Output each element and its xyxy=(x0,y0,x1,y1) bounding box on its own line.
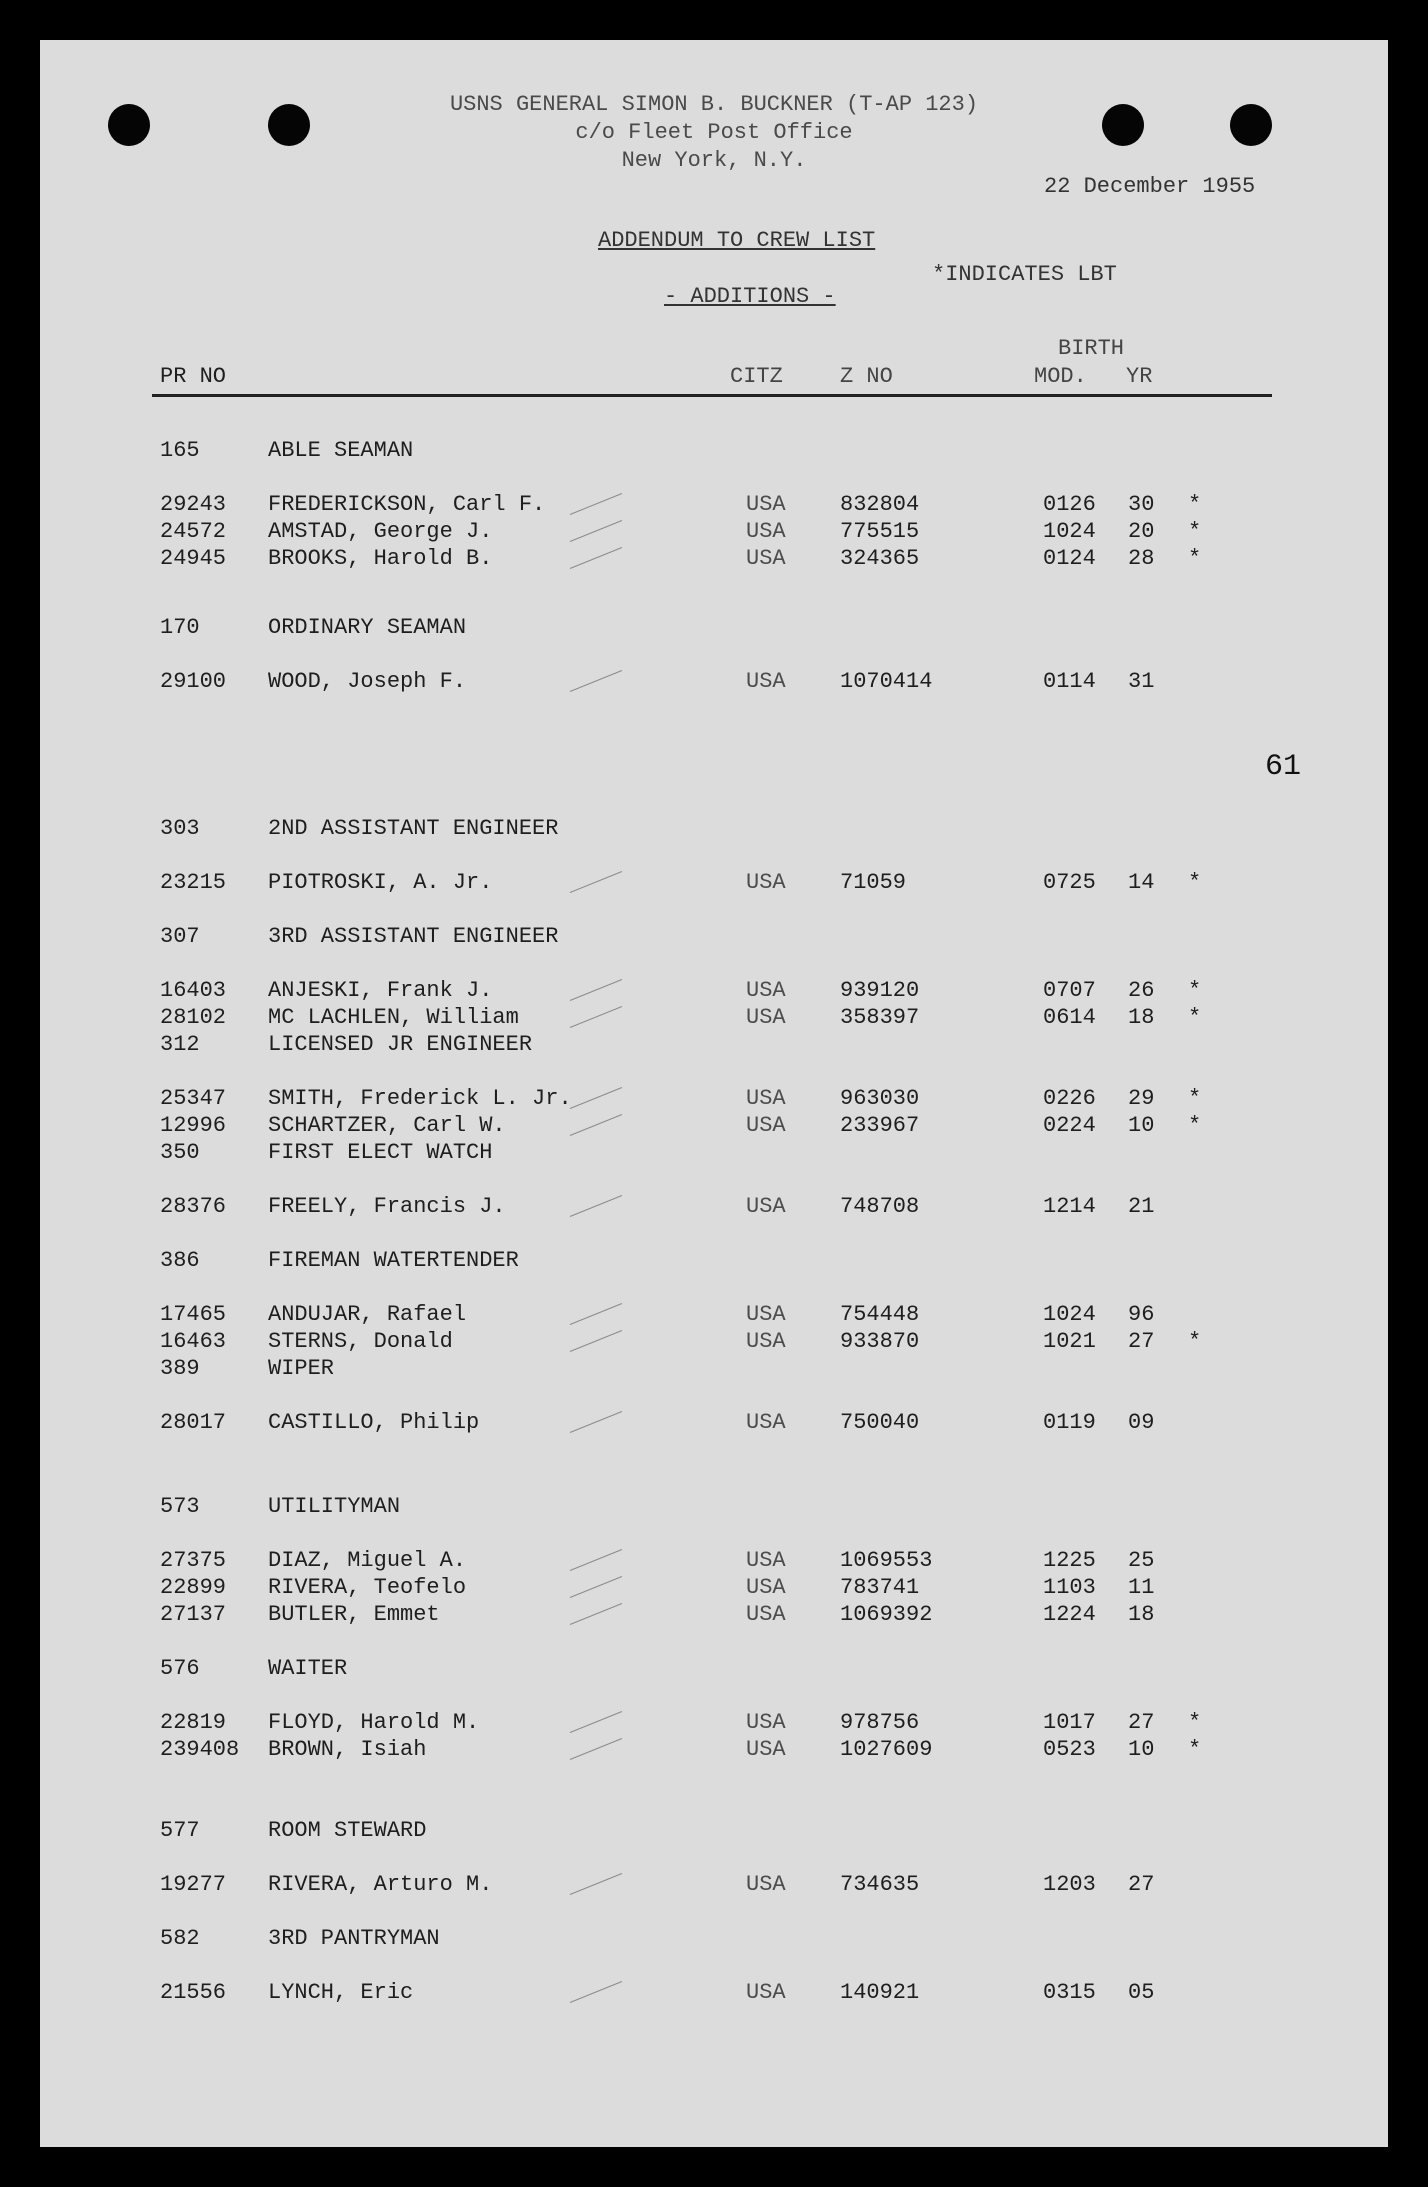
lbt-mark: * xyxy=(1188,519,1202,544)
section-title: FIRST ELECT WATCH xyxy=(268,1140,493,1165)
lbt-mark: * xyxy=(1188,978,1202,1003)
citizenship: USA xyxy=(746,519,786,544)
crew-row xyxy=(40,1113,1388,1141)
col-header-mod: MOD. xyxy=(1034,364,1087,389)
birth-yr: 20 xyxy=(1128,519,1155,544)
citizenship: USA xyxy=(746,1302,786,1327)
pencil-check-mark xyxy=(570,1114,622,1136)
pencil-check-mark xyxy=(570,1873,622,1895)
pencil-check-mark xyxy=(570,1603,622,1625)
citizenship: USA xyxy=(746,546,786,571)
birth-mod: 0119 xyxy=(1043,1410,1096,1435)
birth-yr: 26 xyxy=(1128,978,1155,1003)
section-header xyxy=(40,615,1388,643)
citizenship: USA xyxy=(746,1086,786,1111)
citizenship: USA xyxy=(746,1194,786,1219)
crew-name: WOOD, Joseph F. xyxy=(268,669,467,694)
birth-yr: 05 xyxy=(1128,1980,1155,2005)
birth-mod: 1103 xyxy=(1043,1575,1096,1600)
pr-number: 24572 xyxy=(160,519,227,544)
ship-line: USNS GENERAL SIMON B. BUCKNER (T-AP 123) xyxy=(449,92,979,117)
section-header xyxy=(40,1494,1388,1522)
section-header xyxy=(40,1656,1388,1684)
crew-name: BUTLER, Emmet xyxy=(268,1602,440,1627)
section-header xyxy=(40,1818,1388,1846)
section-title: 3RD ASSISTANT ENGINEER xyxy=(268,924,559,949)
citizenship: USA xyxy=(746,1980,786,2005)
section-code: 350 xyxy=(160,1140,200,1165)
birth-mod: 0124 xyxy=(1043,546,1096,571)
pencil-check-mark xyxy=(570,1330,622,1352)
pencil-check-mark xyxy=(570,520,622,542)
lbt-mark: * xyxy=(1188,492,1202,517)
z-number: 933870 xyxy=(840,1329,920,1354)
section-code: 303 xyxy=(160,816,200,841)
section-title: ROOM STEWARD xyxy=(268,1818,427,1843)
section-title: WIPER xyxy=(268,1356,335,1381)
birth-yr: 31 xyxy=(1128,669,1155,694)
section-title: 2ND ASSISTANT ENGINEER xyxy=(268,816,559,841)
citizenship: USA xyxy=(746,1548,786,1573)
z-number: 1070414 xyxy=(840,669,933,694)
crew-row xyxy=(40,1005,1388,1033)
header-rule xyxy=(152,394,1272,397)
col-header-yr: YR xyxy=(1126,364,1153,389)
crew-name: BROOKS, Harold B. xyxy=(268,546,493,571)
pr-number: 28376 xyxy=(160,1194,227,1219)
section-title: FIREMAN WATERTENDER xyxy=(268,1248,519,1273)
section-code: 170 xyxy=(160,615,200,640)
z-number: 783741 xyxy=(840,1575,920,1600)
citizenship: USA xyxy=(746,1410,786,1435)
z-number: 750040 xyxy=(840,1410,920,1435)
z-number: 963030 xyxy=(840,1086,920,1111)
birth-yr: 21 xyxy=(1128,1194,1155,1219)
section-code: 576 xyxy=(160,1656,200,1681)
birth-yr: 14 xyxy=(1128,870,1155,895)
birth-yr: 10 xyxy=(1128,1113,1155,1138)
crew-row xyxy=(40,1329,1388,1357)
birth-yr: 96 xyxy=(1128,1302,1155,1327)
crew-row xyxy=(40,870,1388,898)
section-title: 3RD PANTRYMAN xyxy=(268,1926,440,1951)
crew-row xyxy=(40,1410,1388,1438)
crew-name: LYNCH, Eric xyxy=(268,1980,414,2005)
z-number: 939120 xyxy=(840,978,920,1003)
crew-name: STERNS, Donald xyxy=(268,1329,453,1354)
pr-number: 27375 xyxy=(160,1548,227,1573)
pencil-check-mark xyxy=(570,493,622,515)
crew-name: CASTILLO, Philip xyxy=(268,1410,480,1435)
pr-number: 29243 xyxy=(160,492,227,517)
birth-mod: 1017 xyxy=(1043,1710,1096,1735)
page-number: 61 xyxy=(1265,750,1302,784)
section-title: LICENSED JR ENGINEER xyxy=(268,1032,533,1057)
section-code: 389 xyxy=(160,1356,200,1381)
crew-name: SCHARTZER, Carl W. xyxy=(268,1113,506,1138)
citizenship: USA xyxy=(746,1113,786,1138)
crew-name: AMSTAD, George J. xyxy=(268,519,493,544)
pr-number: 23215 xyxy=(160,870,227,895)
citizenship: USA xyxy=(746,669,786,694)
pr-number: 12996 xyxy=(160,1113,227,1138)
section-title: UTILITYMAN xyxy=(268,1494,401,1519)
pr-number: 16463 xyxy=(160,1329,227,1354)
crew-row xyxy=(40,1575,1388,1603)
citizenship: USA xyxy=(746,1710,786,1735)
pencil-check-mark xyxy=(570,547,622,569)
birth-yr: 29 xyxy=(1128,1086,1155,1111)
z-number: 1069392 xyxy=(840,1602,933,1627)
crew-row xyxy=(40,669,1388,697)
pr-number: 24945 xyxy=(160,546,227,571)
section-header xyxy=(40,438,1388,466)
citizenship: USA xyxy=(746,492,786,517)
z-number: 748708 xyxy=(840,1194,920,1219)
section-code: 577 xyxy=(160,1818,200,1843)
citizenship: USA xyxy=(746,1005,786,1030)
pencil-check-mark xyxy=(570,1195,622,1217)
z-number: 978756 xyxy=(840,1710,920,1735)
birth-mod: 0114 xyxy=(1043,669,1096,694)
pr-number: 28102 xyxy=(160,1005,227,1030)
citizenship: USA xyxy=(746,1872,786,1897)
birth-yr: 18 xyxy=(1128,1602,1155,1627)
crew-name: FREELY, Francis J. xyxy=(268,1194,506,1219)
birth-yr: 11 xyxy=(1128,1575,1155,1600)
z-number: 324365 xyxy=(840,546,920,571)
section-header xyxy=(40,1032,1388,1060)
citizenship: USA xyxy=(746,1575,786,1600)
z-number: 140921 xyxy=(840,1980,920,2005)
crew-row xyxy=(40,1302,1388,1330)
pencil-check-mark xyxy=(570,1006,622,1028)
z-number: 754448 xyxy=(840,1302,920,1327)
pencil-check-mark xyxy=(570,670,622,692)
crew-row xyxy=(40,519,1388,547)
z-number: 775515 xyxy=(840,519,920,544)
pr-number: 28017 xyxy=(160,1410,227,1435)
birth-yr: 27 xyxy=(1128,1710,1155,1735)
pr-number: 25347 xyxy=(160,1086,227,1111)
birth-mod: 1225 xyxy=(1043,1548,1096,1573)
crew-name: RIVERA, Arturo M. xyxy=(268,1872,493,1897)
lbt-mark: * xyxy=(1188,1086,1202,1111)
document-subtitle: - ADDITIONS - xyxy=(664,284,836,309)
address-line-1: c/o Fleet Post Office xyxy=(575,120,853,145)
section-code: 312 xyxy=(160,1032,200,1057)
section-header xyxy=(40,924,1388,952)
crew-row xyxy=(40,492,1388,520)
section-code: 582 xyxy=(160,1926,200,1951)
lbt-mark: * xyxy=(1188,1005,1202,1030)
lbt-mark: * xyxy=(1188,1737,1202,1762)
birth-yr: 18 xyxy=(1128,1005,1155,1030)
pencil-check-mark xyxy=(570,1711,622,1733)
citizenship: USA xyxy=(746,1602,786,1627)
birth-mod: 1024 xyxy=(1043,1302,1096,1327)
crew-row xyxy=(40,1086,1388,1114)
birth-mod: 0614 xyxy=(1043,1005,1096,1030)
pencil-check-mark xyxy=(570,1576,622,1598)
z-number: 358397 xyxy=(840,1005,920,1030)
citizenship: USA xyxy=(746,1329,786,1354)
birth-yr: 27 xyxy=(1128,1872,1155,1897)
citizenship: USA xyxy=(746,870,786,895)
crew-row xyxy=(40,1194,1388,1222)
birth-mod: 0725 xyxy=(1043,870,1096,895)
crew-name: RIVERA, Teofelo xyxy=(268,1575,467,1600)
crew-row xyxy=(40,978,1388,1006)
section-code: 573 xyxy=(160,1494,200,1519)
crew-name: DIAZ, Miguel A. xyxy=(268,1548,467,1573)
section-title: ORDINARY SEAMAN xyxy=(268,615,467,640)
birth-mod: 0226 xyxy=(1043,1086,1096,1111)
birth-mod: 1021 xyxy=(1043,1329,1096,1354)
crew-row xyxy=(40,1737,1388,1765)
birth-mod: 1214 xyxy=(1043,1194,1096,1219)
col-header-z-no: Z NO xyxy=(840,364,893,389)
z-number: 233967 xyxy=(840,1113,920,1138)
lbt-mark: * xyxy=(1188,1710,1202,1735)
pr-number: 19277 xyxy=(160,1872,227,1897)
document-title: ADDENDUM TO CREW LIST xyxy=(598,228,876,253)
pr-number: 239408 xyxy=(160,1737,240,1762)
birth-mod: 0224 xyxy=(1043,1113,1096,1138)
lbt-mark: * xyxy=(1188,1329,1202,1354)
z-number: 1069553 xyxy=(840,1548,933,1573)
birth-mod: 1024 xyxy=(1043,519,1096,544)
citizenship: USA xyxy=(746,978,786,1003)
crew-row xyxy=(40,1548,1388,1576)
z-number: 832804 xyxy=(840,492,920,517)
pr-number: 27137 xyxy=(160,1602,227,1627)
section-header xyxy=(40,1140,1388,1168)
document-date: 22 December 1955 xyxy=(1044,174,1256,199)
pr-number: 16403 xyxy=(160,978,227,1003)
lbt-note: *INDICATES LBT xyxy=(932,262,1117,287)
crew-name: ANJESKI, Frank J. xyxy=(268,978,493,1003)
pencil-check-mark xyxy=(570,1738,622,1760)
pencil-check-mark xyxy=(570,1549,622,1571)
address-line-2: New York, N.Y. xyxy=(621,148,807,173)
crew-name: PIOTROSKI, A. Jr. xyxy=(268,870,493,895)
pr-number: 29100 xyxy=(160,669,227,694)
birth-mod: 1224 xyxy=(1043,1602,1096,1627)
section-code: 307 xyxy=(160,924,200,949)
section-header xyxy=(40,816,1388,844)
z-number: 734635 xyxy=(840,1872,920,1897)
citizenship: USA xyxy=(746,1737,786,1762)
section-header xyxy=(40,1356,1388,1384)
crew-row xyxy=(40,1872,1388,1900)
lbt-mark: * xyxy=(1188,546,1202,571)
col-header-citz: CITZ xyxy=(730,364,783,389)
pencil-check-mark xyxy=(570,871,622,893)
birth-yr: 25 xyxy=(1128,1548,1155,1573)
crew-name: BROWN, Isiah xyxy=(268,1737,427,1762)
z-number: 71059 xyxy=(840,870,907,895)
pencil-check-mark xyxy=(570,1087,622,1109)
birth-mod: 0315 xyxy=(1043,1980,1096,2005)
section-header xyxy=(40,1926,1388,1954)
section-header xyxy=(40,1248,1388,1276)
pencil-check-mark xyxy=(570,1981,622,2003)
birth-mod: 0707 xyxy=(1043,978,1096,1003)
pr-number: 22819 xyxy=(160,1710,227,1735)
birth-yr: 30 xyxy=(1128,492,1155,517)
crew-row xyxy=(40,1710,1388,1738)
birth-mod: 0126 xyxy=(1043,492,1096,517)
birth-mod: 0523 xyxy=(1043,1737,1096,1762)
section-title: ABLE SEAMAN xyxy=(268,438,414,463)
lbt-mark: * xyxy=(1188,1113,1202,1138)
crew-name: SMITH, Frederick L. Jr. xyxy=(268,1086,572,1111)
pencil-check-mark xyxy=(570,1303,622,1325)
birth-mod: 1203 xyxy=(1043,1872,1096,1897)
pencil-check-mark xyxy=(570,979,622,1001)
section-code: 165 xyxy=(160,438,200,463)
crew-name: ANDUJAR, Rafael xyxy=(268,1302,467,1327)
pr-number: 21556 xyxy=(160,1980,227,2005)
lbt-mark: * xyxy=(1188,870,1202,895)
section-title: WAITER xyxy=(268,1656,348,1681)
crew-row xyxy=(40,546,1388,574)
crew-row xyxy=(40,1602,1388,1630)
birth-yr: 09 xyxy=(1128,1410,1155,1435)
birth-yr: 27 xyxy=(1128,1329,1155,1354)
pr-number: 22899 xyxy=(160,1575,227,1600)
pencil-check-mark xyxy=(570,1411,622,1433)
z-number: 1027609 xyxy=(840,1737,933,1762)
col-header-pr-no: PR NO xyxy=(160,364,227,389)
crew-name: FLOYD, Harold M. xyxy=(268,1710,480,1735)
section-code: 386 xyxy=(160,1248,200,1273)
crew-name: FREDERICKSON, Carl F. xyxy=(268,492,546,517)
crew-name: MC LACHLEN, William xyxy=(268,1005,519,1030)
document-page xyxy=(40,40,1388,2147)
pr-number: 17465 xyxy=(160,1302,227,1327)
crew-row xyxy=(40,1980,1388,2008)
col-header-birth: BIRTH xyxy=(1058,336,1125,361)
birth-yr: 10 xyxy=(1128,1737,1155,1762)
birth-yr: 28 xyxy=(1128,546,1155,571)
